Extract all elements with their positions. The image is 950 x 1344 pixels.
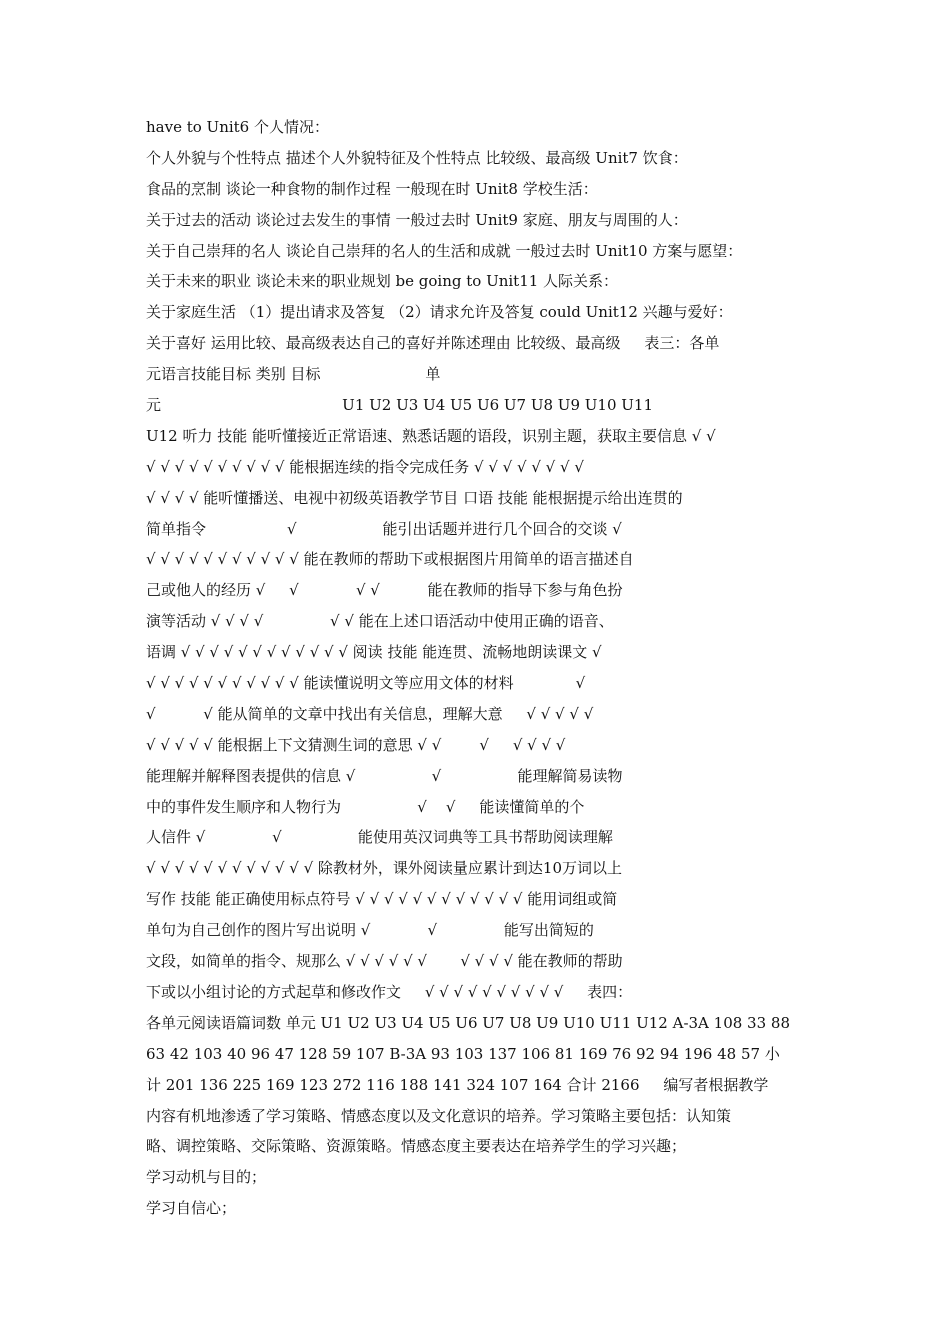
text-line: 能理解并解释图表提供的信息 √ √ 能理解简易读物 <box>146 766 623 785</box>
text-line: 元语言技能目标 类别 目标 单 <box>146 365 441 384</box>
text-line: √ √ √ √ √ √ √ √ √ √ √ 能在教师的帮助下或根据图片用简单的语言描述自 <box>146 550 634 569</box>
text-line: 63 42 103 40 96 47 128 59 107 B-3A 93 103 137 106 81 169 76 92 94 196 48 57 小 <box>146 1044 780 1063</box>
text-line: 关于自己崇拜的名人 谈论自己崇拜的名人的生活和成就 一般过去时 Unit10 方案与愿望： <box>146 241 743 260</box>
body-text <box>146 112 806 1224</box>
text-line: 己或他人的经历 √ √ √ √ 能在教师的指导下参与角色扮 <box>146 581 623 600</box>
text-line: U12 听力 技能 能听懂接近正常语速、熟悉话题的语段，识别主题，获取主要信息 √ √ <box>146 426 716 445</box>
text-line: √ √ √ √ 能听懂播送、电视中初级英语教学节目 口语 技能 能根据提示给出连贯的 <box>146 488 683 507</box>
text-line: 关于未来的职业 谈论未来的职业规划 be going to Unit11 人际关系： <box>146 272 619 291</box>
text-line: 内容有机地渗透了学习策略、情感态度以及文化意识的培养。学习策略主要包括：认知策 <box>146 1106 732 1125</box>
text-line: 个人外貌与个性特点 描述个人外貌特征及个性特点 比较级、最高级 Unit7 饮食： <box>146 148 688 167</box>
text-line: 人信件 √ √ 能使用英汉词典等工具书帮助阅读理解 <box>146 828 613 847</box>
text-line: 关于家庭生活 （1）提出请求及答复 （2）请求允许及答复 could Unit12 兴趣与爱好： <box>146 303 733 322</box>
text-line: 学习自信心； <box>146 1199 237 1218</box>
text-line: 中的事件发生顺序和人物行为 √ √ 能读懂简单的个 <box>146 797 585 816</box>
text-line: √ √ √ √ √ √ √ √ √ √ √ 能读懂说明文等应用文体的材料 √ <box>146 674 586 693</box>
text-line: √ √ 能从简单的文章中找出有关信息，理解大意 √ √ √ √ √ <box>146 704 594 723</box>
text-line: 学习动机与目的； <box>146 1168 267 1187</box>
text-line: 演等活动 √ √ √ √ √ √ 能在上述口语活动中使用正确的语音、 <box>146 612 614 631</box>
text-line: 元 U1 U2 U3 U4 U5 U6 U7 U8 U9 U10 U11 <box>146 396 653 415</box>
text-line: √ √ √ √ √ √ √ √ √ √ 能根据连续的指令完成任务 √ √ √ √ √ √ √ √ <box>146 457 584 476</box>
text-line: 单句为自己创作的图片写出说明 √ √ 能写出简短的 <box>146 921 594 940</box>
text-line: 略、调控策略、交际策略、资源策略。情感态度主要表达在培养学生的学习兴趣； <box>146 1137 687 1156</box>
text-line: 关于喜好 运用比较、最高级表达自己的喜好并陈述理由 比较级、最高级 表三：各单 <box>146 334 720 353</box>
text-line: 各单元阅读语篇词数 单元 U1 U2 U3 U4 U5 U6 U7 U8 U9 U10 U11 U12 A-3A 108 33 88 <box>146 1013 790 1032</box>
text-line: have to Unit6 个人情况： <box>146 118 329 136</box>
text-line: √ √ √ √ √ 能根据上下文猜测生词的意思 √ √ √ √ √ √ √ <box>146 735 566 754</box>
text-line: 简单指令 √ 能引出话题并进行几个回合的交谈 √ <box>146 519 622 538</box>
text-line: 语调 √ √ √ √ √ √ √ √ √ √ √ √ 阅读 技能 能连贯、流畅地朗读课文 √ <box>146 643 602 662</box>
text-line: 计 201 136 225 169 123 272 116 188 141 324 107 164 合计 2166 编写者根据教学 <box>146 1075 769 1094</box>
text-line: 文段，如简单的指令、规那么 √ √ √ √ √ √ √ √ √ √ 能在教师的帮助 <box>146 952 623 971</box>
text-line: √ √ √ √ √ √ √ √ √ √ √ √ 除教材外，课外阅读量应累计到达10万词以上 <box>146 859 623 878</box>
text-line: 下或以小组讨论的方式起草和修改作文 √ √ √ √ √ √ √ √ √ √ 表四： <box>146 982 633 1001</box>
text-line: 关于过去的活动 谈论过去发生的事情 一般过去时 Unit9 家庭、朋友与周围的人： <box>146 210 688 229</box>
text-line: 写作 技能 能正确使用标点符号 √ √ √ √ √ √ √ √ √ √ √ √ 能用词组或简 <box>146 890 618 909</box>
text-line: 食品的烹制 谈论一种食物的制作过程 一般现在时 Unit8 学校生活： <box>146 179 598 198</box>
